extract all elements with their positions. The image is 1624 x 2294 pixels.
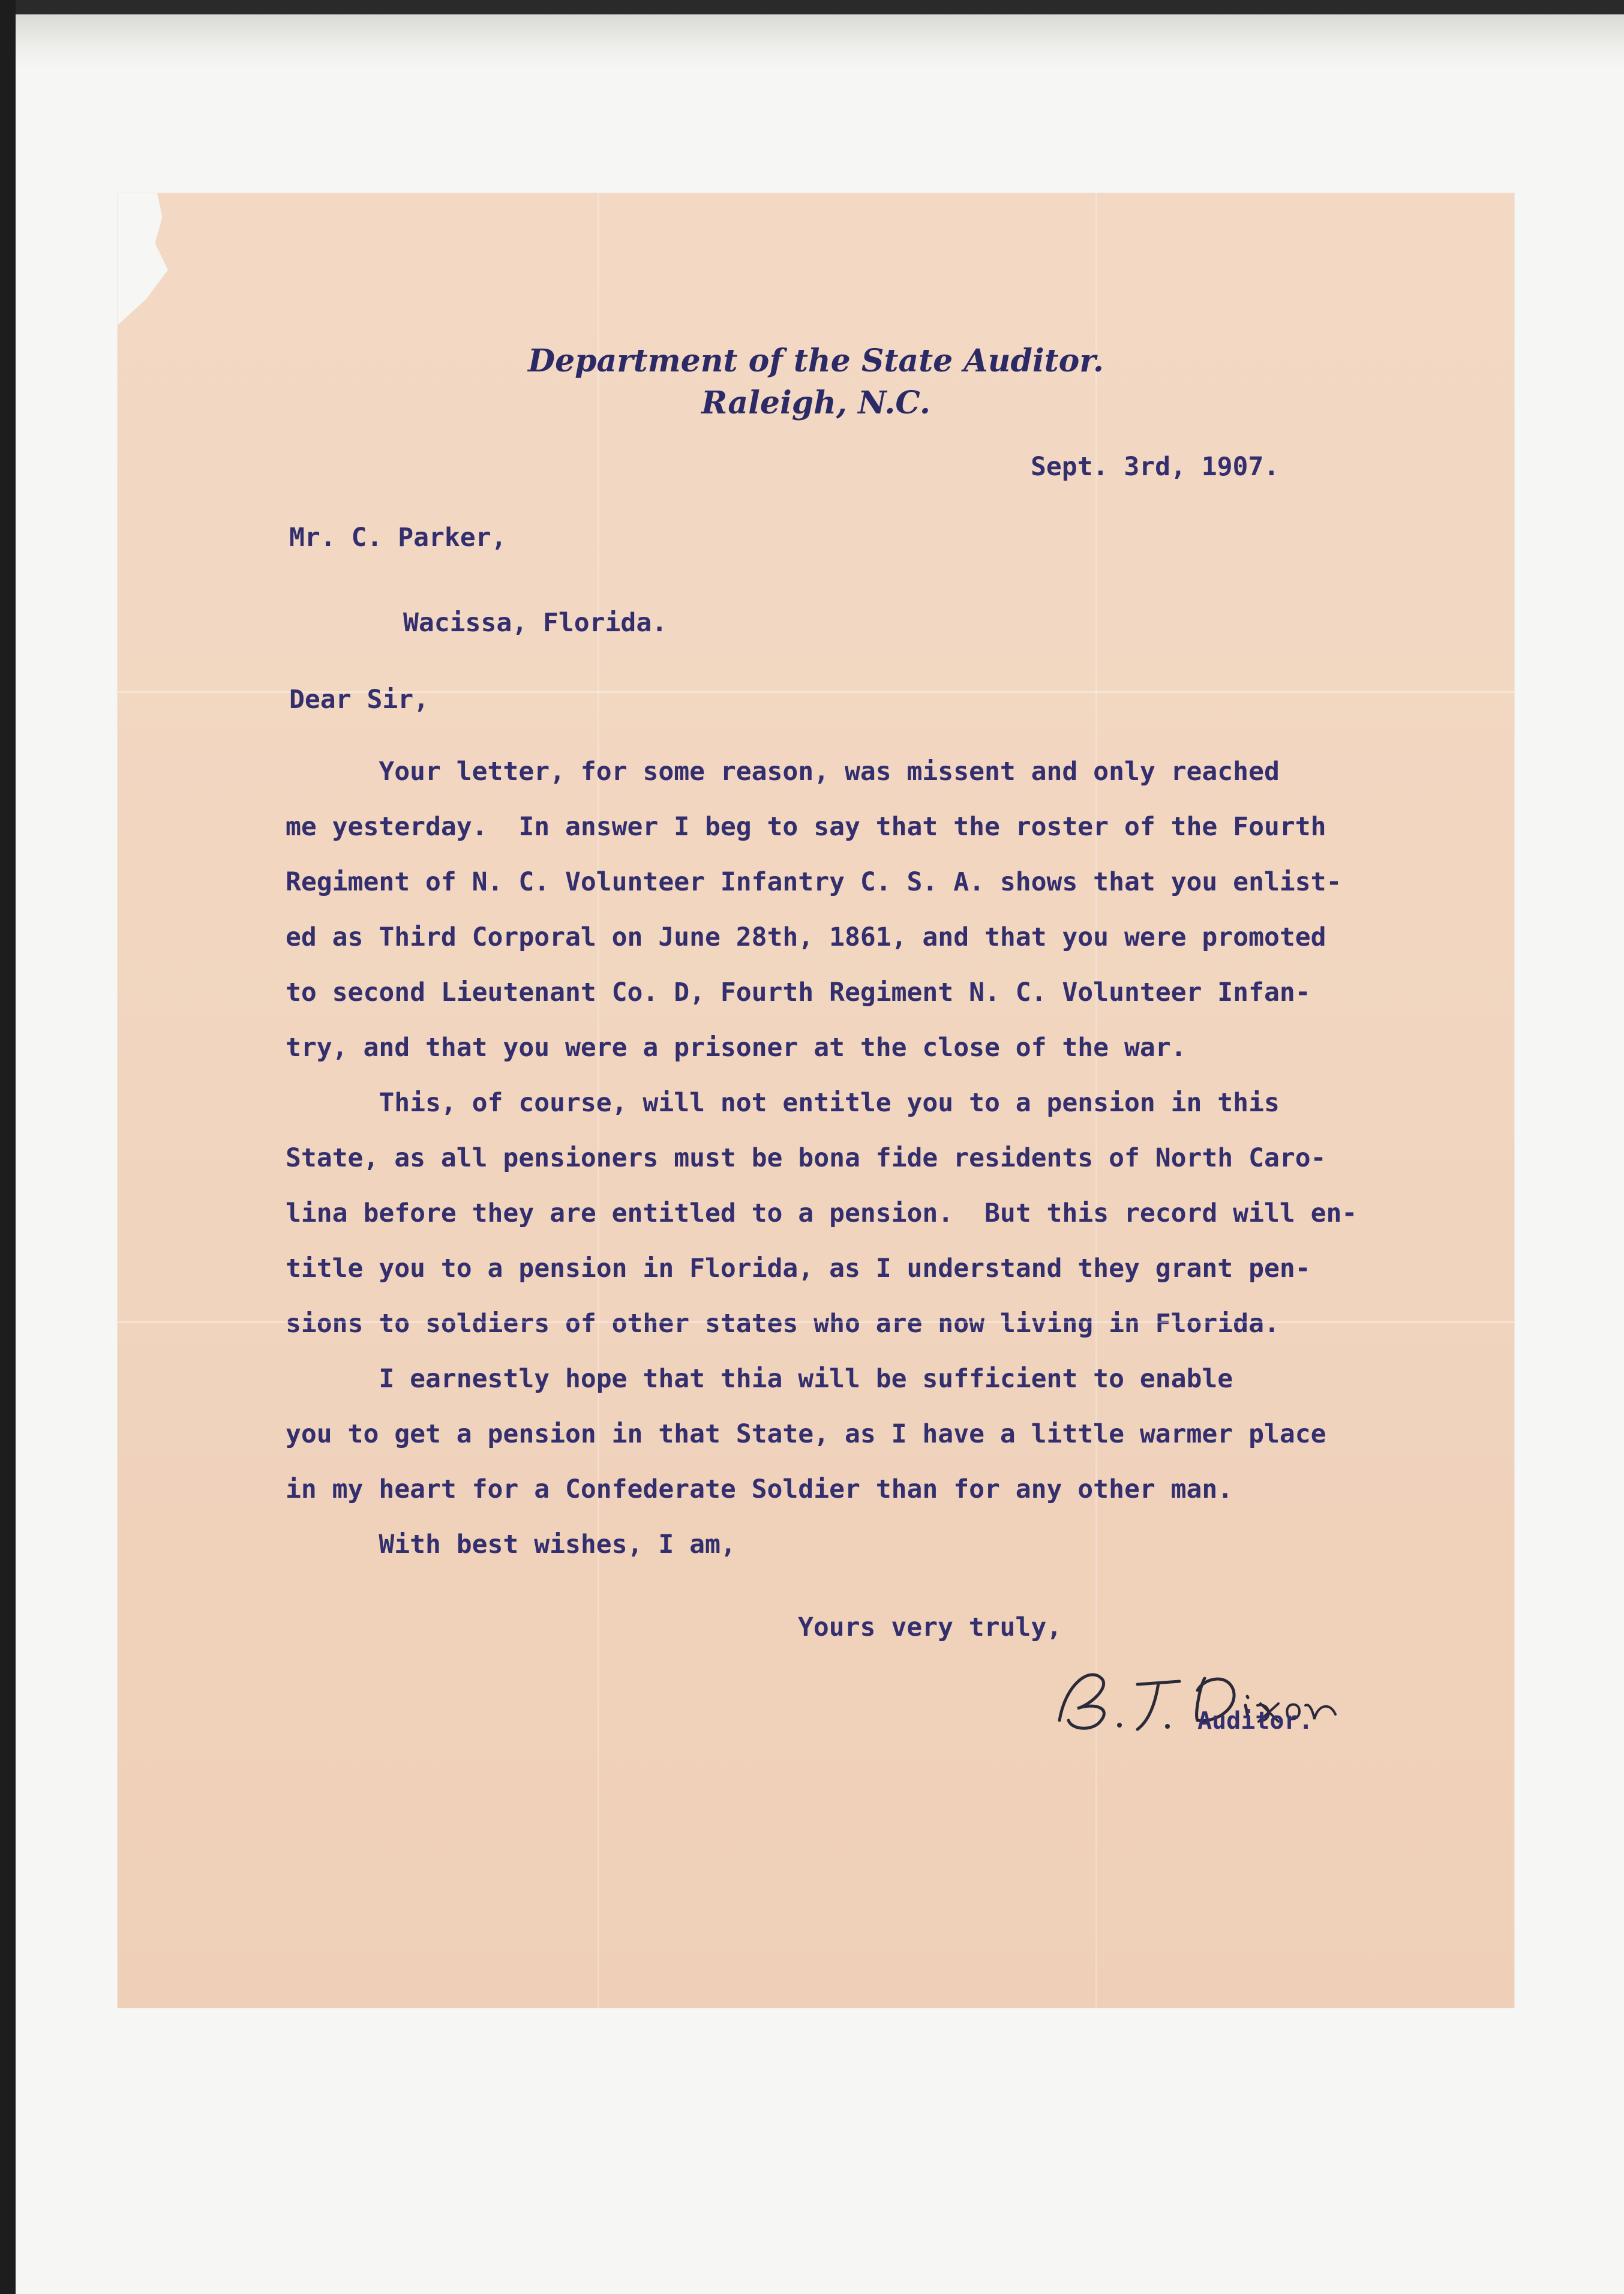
body-line: you to get a pension in that State, as I have a little warmer place bbox=[286, 1419, 1326, 1449]
body-line: try, and that you were a prisoner at the close of the war. bbox=[286, 1033, 1187, 1063]
letterhead-department: Department of the State Auditor. bbox=[527, 343, 1104, 379]
letterhead-city: Raleigh, N.C. bbox=[701, 385, 930, 421]
body-line: lina before they are entitled to a pension. But this record will en- bbox=[286, 1198, 1358, 1228]
body-line: I earnestly hope that thia will be sufficient to enable bbox=[286, 1364, 1233, 1394]
body-line: With best wishes, I am, bbox=[286, 1530, 736, 1560]
body-line: Your letter, for some reason, was missent and only reached bbox=[286, 757, 1280, 787]
body-line: title you to a pension in Florida, as I understand they grant pen- bbox=[286, 1254, 1311, 1284]
salutation: Dear Sir, bbox=[289, 685, 429, 715]
scanner-left-edge bbox=[0, 0, 16, 2294]
body-line: State, as all pensioners must be bona fide residents of North Caro- bbox=[286, 1143, 1326, 1173]
body-line: This, of course, will not entitle you to a pension in this bbox=[286, 1088, 1280, 1118]
signer-title: Auditor. bbox=[1197, 1707, 1313, 1735]
body-line: to second Lieutenant Co. D, Fourth Regiment N. C. Volunteer Infan- bbox=[286, 977, 1311, 1007]
body-line: Regiment of N. C. Volunteer Infantry C. S. A. shows that you enlist- bbox=[286, 867, 1342, 897]
scanner-top-edge bbox=[0, 0, 1624, 14]
recipient-name: Mr. C. Parker, bbox=[289, 523, 507, 553]
letter-paper bbox=[118, 193, 1514, 2008]
body-line: sions to soldiers of other states who are now living in Florida. bbox=[286, 1309, 1280, 1339]
body-line: ed as Third Corporal on June 28th, 1861, and that you were promoted bbox=[286, 922, 1326, 952]
letter-date: Sept. 3rd, 1907. bbox=[1031, 452, 1280, 482]
recipient-location: Wacissa, Florida. bbox=[403, 608, 668, 638]
scanner-shadow-strip bbox=[16, 14, 1624, 68]
body-line: in my heart for a Confederate Soldier than for any other man. bbox=[286, 1474, 1233, 1504]
closing: Yours very truly, bbox=[798, 1612, 1062, 1642]
body-line: me yesterday. In answer I beg to say that the roster of the Fourth bbox=[286, 812, 1326, 842]
